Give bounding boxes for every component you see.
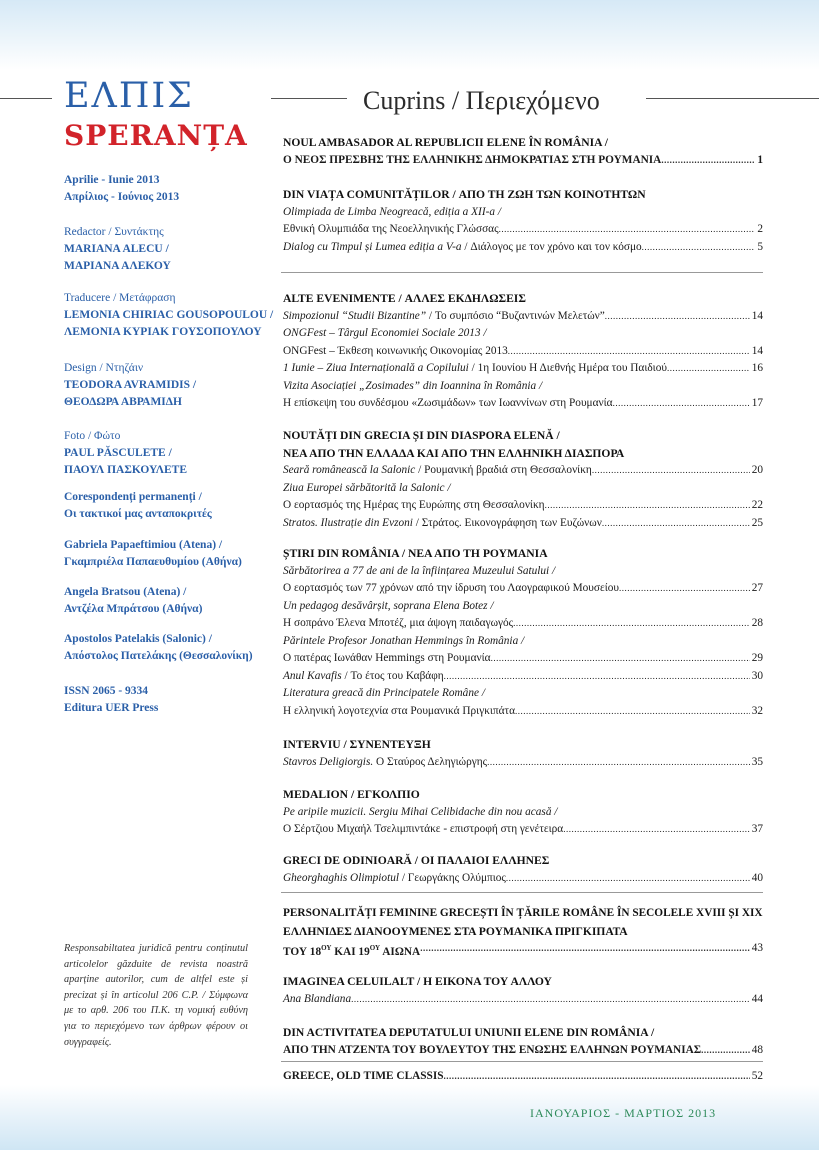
toc-entry[interactable] [283,360,763,378]
entry-title-ro: Gheorghaghis Olimpiotul [283,871,400,884]
publisher: Editura UER Press [64,702,159,714]
section-heading: NOUTĂȚI DIN GRECIA ȘI DIN DIASPORA ELENĂ / [283,429,560,442]
entry-title-gr: / Το συμπόσιο “Βυζαντινών Μελετών” [426,309,605,322]
section-divider [281,272,763,273]
entry-title: Ο εορτασμός των 77 χρόνων από την ίδρυση του Λαογραφικού Μουσείου [283,582,620,594]
page-number: 35 [751,755,763,768]
editor-gr: ΜΑΡΙΑΝΑ ΑΛΕΚΟΥ [64,260,171,272]
toc-section-8 [283,852,763,887]
section-divider [281,892,763,893]
page-number: 40 [751,871,763,884]
design-gr: ΘΕΟΔΩΡΑ ΑΒΡΑΜΙΔΗ [64,396,182,408]
toc-section-3 [283,290,763,413]
section-heading: IMAGINEA CELUILALT / Η ΕΙΚΟΝΑ ΤΟΥ ΑΛΛΟΥ [283,975,552,988]
page-title: Cuprins / Περιεχόμενο [363,86,600,115]
title-rule-right [646,98,819,99]
section-heading: ΝΕΑ ΑΠΟ ΤΗΝ ΕΛΛΑΔΑ ΚΑΙ ΑΠΟ ΤΗΝ ΕΛΛΗΝΙΚΗ ΔΙΑΣΠΟΡΑ [283,446,625,460]
entry-title: Ο πατέρας Ιωνάθαν Hemmings στη Ρουμανία [283,652,491,664]
corr3-ro: Apostolos Patelakis (Salonic) / [64,633,212,645]
page-number: 14 [751,309,763,322]
corr2-gr: Αντζέλα Μπράτσου (Αθήνα) [64,603,203,615]
page-number: 2 [757,223,763,235]
entry-title: ΑΠΟ ΤΗΝ ΑΤΖΕΝΤΑ ΤΟΥ ΒΟΥΛΕΥΤΟΥ ΤΗΣ ΕΝΩΣΗΣ ΕΛΛΗΝΩΝ ΡΟΥΜΑΝΙΑΣ [283,1043,702,1056]
design-role: Design / Ντηζάιν [64,362,144,374]
correspondent-3 [64,631,264,665]
top-gradient-band [0,0,819,70]
page-number: 29 [751,652,763,664]
toc-entry[interactable] [283,615,763,633]
corr-gr: Οι τακτικοί μας ανταποκριτές [64,508,212,520]
section-heading: INTERVIU / ΣΥΝΕΝΤΕΥΞΗ [283,738,431,751]
entry-title-ro: Dialog cu Timpul și Lumea ediția a V-a [283,240,462,253]
page-number: 17 [751,397,763,409]
logo-speranta: SPERANȚA [64,119,248,152]
entry-title-ro: Ziua Europei sărbătorită la Salonic / [283,481,451,494]
entry-title-ro: Stavros Deligiorgis. [283,755,374,768]
toc-entry[interactable] [283,650,763,668]
page-number: 43 [751,942,763,954]
toc-section-9 [283,905,763,961]
correspondents-block [64,489,264,523]
page-number: 14 [751,344,763,357]
entry-title-gr: / Το έτος του Καβάφη [341,669,444,682]
section-heading: GRECI DE ODINIOARĂ / ΟΙ ΠΑΛΑΙΟΙ ΕΛΛΗΝΕΣ [283,854,550,867]
toc-section-6 [283,736,763,771]
toc-section-12 [283,1068,763,1086]
toc-entry[interactable] [283,754,763,772]
title-part: ΑΙΩΝΑ [380,945,421,958]
issn: ISSN 2065 - 9334 [64,685,149,697]
section-heading: MEDALION / ΕΓΚΟΛΠΙΟ [283,788,420,801]
page-number: 22 [751,499,763,511]
entry-title-gr: Ο Σταύρος Δεληγιώργης [373,755,488,768]
entry-title-gr: / Διάλογος με τον χρόνο και τον κόσμο [461,240,642,253]
toc-entry[interactable] [283,239,763,257]
superscript: ΟΥ [369,944,381,952]
toc-entry[interactable] [283,1042,763,1060]
editor-ro: MARIANA ALECU / [64,243,169,255]
page-number: 48 [751,1043,763,1056]
page-number: 1 [757,153,763,166]
entry-title: ONGFest – Έκθεση κοινωνικής Οικονομίας 2013 [283,344,508,357]
entry-title: Ο Σέρτζιου Μιχαήλ Τσελιμπιντάκε - επιστροφή στη γενέτειρα [283,823,564,835]
entry-title-ro: Părintele Profesor Jonathan Hemmings în România / [283,634,525,647]
page-number: 32 [751,704,763,717]
section-heading: DIN VIAȚA COMUNITĂȚILOR / ΑΠΟ ΤΗ ΖΩΗ ΤΩΝ ΚΟΙΝΟΤΗΤΩΝ [283,188,646,201]
entry-title-ro: Seară românească la Salonic [283,464,416,476]
entry-title-ro: Un pedagog desăvârșit, soprana Elena Botez / [283,599,494,612]
entry-title: Η ελληνική λογοτεχνία στα Ρουμανικά Πριγκιπάτα [283,704,516,717]
toc-entry[interactable] [283,870,763,888]
correspondent-1 [64,537,264,571]
corr-ro: Corespondenți permanenți / [64,491,202,503]
translation-block [64,290,274,341]
issue-gr: Απρίλιος - Ιούνιος 2013 [64,191,180,203]
entry-title-ro: Literatura greacă din Principatele Române / [283,687,485,699]
entry-title-ro: Anul Kavafis [283,669,342,682]
toc-section-2 [283,186,763,256]
toc-entry[interactable] [283,308,763,326]
page-number: 25 [751,516,763,529]
corr3-gr: Απόστολος Πατελάκης (Θεσσαλονίκη) [64,650,253,662]
toc-entry[interactable] [283,1068,763,1086]
page-number: 52 [751,1070,763,1082]
section-heading: ȘTIRI DIN ROMÂNIA / ΝΕΑ ΑΠΟ ΤΗ ΡΟΥΜΑΝΙΑ [283,547,548,560]
translation-ro: LEMONIA CHIRIAC GOUSOPOULOU / [64,309,274,321]
toc-entry[interactable] [283,395,763,413]
toc-section-11 [283,1024,763,1059]
toc-entry[interactable] [283,221,763,239]
photo-gr: ΠΑΟΥΛ ΠΑΣΚΟΥΛΕΤΕ [64,464,188,476]
section-heading: PERSONALITĂȚI FEMININE GRECEȘTI ÎN ȚĂRILE ROMÂNE ÎN SECOLELE XVIII ȘI XIX [283,907,763,919]
toc-section-7 [283,786,763,839]
entry-title: Ο ΝΕΟΣ ΠΡΕΣΒΗΣ ΤΗΣ ΕΛΛΗΝΙΚΗΣ ΔΗΜΟΚΡΑΤΙΑΣ ΣΤΗ ΡΟΥΜΑΝΙΑ [283,153,662,166]
legal-notice: Responsabiltatea juridică pentru conținutul articolelor găzduite de revista noastră aparține autorilor, cum de altfel este și precizat și în articolul 206 C.P. / Σύμφωνα με το αρθ. 206 του Π.Κ. τη νομική ευθύνη για το περιεχόμενο των άρθρων φέρουν οι συγγραφείς. [64,943,248,1048]
toc-entry[interactable] [283,821,763,839]
section-heading: ALTE EVENIMENTE / ΑΛΛΕΣ ΕΚΔΗΛΩΣΕΙΣ [283,292,526,305]
toc-entry[interactable] [283,991,763,1009]
section-heading: DIN ACTIVITATEA DEPUTATULUI UNIUNII ELENE DIN ROMÂNIA / [283,1026,655,1039]
toc-entry[interactable] [283,462,763,480]
entry-title: GREECE, OLD TIME CLASSIS [283,1070,444,1082]
superscript: ΟΥ [321,944,332,952]
footer-issue: ΙΑΝΟΥΑΡΙΟΣ - ΜΑΡΤΙΟΣ 2013 [530,1106,717,1120]
toc-section-4 [283,427,763,532]
toc-entry[interactable] [283,703,763,721]
entry-title-ro: Simpozionul “Studii Bizantine” [283,309,427,322]
title-part: ΤΟΥ 18 [283,945,322,958]
entry-title: Εθνική Ολυμπιάδα της Νεοελληνικής Γλώσσας [283,223,499,235]
page-number: 30 [751,669,763,682]
corr2-ro: Angela Bratsou (Atena) / [64,586,187,598]
entry-title: Ο εορτασμός της Ημέρας της Ευρώπης στη Θεσσαλονίκη [283,499,545,511]
entry-title-gr: / 1η Ιουνίου Η Διεθνής Ημέρα του Παιδιού [468,362,667,374]
entry-title-ro: 1 Iunie – Ziua Internațională a Copilului [283,362,469,374]
translation-role: Traducere / Μετάφραση [64,292,176,304]
entry-title-ro: Vizita Asociației „Zosimades” din Ioannina în România / [283,379,543,392]
page-number: 28 [751,617,763,629]
photo-ro: PAUL PĂSCULETE / [64,447,172,459]
toc-section-5 [283,545,763,720]
entry-title-ro: Stratos. Ilustrație din Evzoni [283,516,413,529]
title-rule-left [0,98,52,99]
section-divider [281,1061,763,1062]
page-number: 20 [751,464,763,476]
entry-title-ro: Olimpiada de Limba Neogreacă, ediția a XII-a / [283,205,501,218]
toc-section-1 [283,134,763,169]
toc-entry[interactable] [283,515,763,533]
toc-entry[interactable] [283,497,763,515]
logo-elpis: ΕΛΠΙΣ [64,76,194,116]
toc-entry[interactable] [283,940,763,961]
toc-entry[interactable] [283,580,763,598]
entry-title-gr: / Στράτος. Εικονογράφηση των Ευζώνων [412,516,602,529]
corr1-gr: Γκαμπριέλα Παπαευθυμίου (Αθήνα) [64,556,242,568]
corr1-ro: Gabriela Papaeftimiou (Atena) / [64,539,223,551]
toc-section-10 [283,973,763,1008]
page-number: 16 [751,362,763,374]
entry-title: Η σοπράνο Έλενα Μποτέζ, μια άψογη παιδαγωγός [283,617,514,629]
toc-entry[interactable] [283,343,763,361]
issn-block [64,683,264,717]
entry-title-gr: / Ρουμανική βραδιά στη Θεσσαλονίκη [415,464,592,476]
toc-entry[interactable] [283,152,763,170]
title-part: ΚΑΙ 19 [331,945,370,958]
editor-block [64,224,264,275]
page-number: 5 [757,240,763,253]
photo-role: Foto / Φώτο [64,430,121,442]
photo-block [64,428,264,479]
toc-entry[interactable] [283,668,763,686]
title-rule-mid [271,98,347,99]
section-heading: ΕΛΛΗΝΙΔΕΣ ΔΙΑΝΟΟΥΜΕΝΕΣ ΣΤΑ ΡΟΥΜΑΝΙΚΑ ΠΡΙΓΚΙΠΑΤΑ [283,924,628,938]
entry-title-ro: Pe aripile muzicii. Sergiu Mihai Celibidache din nou acasă / [283,805,558,818]
translation-gr: ΛΕΜΟΝΙΑ ΚΥΡΙΑΚ ΓΟΥΣΟΠΟΥΛΟΥ [64,326,262,338]
masthead [64,172,264,206]
entry-title-gr: / Γεωργάκης Ολύμπιος [399,871,506,884]
entry-title-ro: ONGFest – Târgul Economiei Sociale 2013 / [283,327,487,339]
correspondent-2 [64,584,264,618]
page-number: 44 [751,992,763,1005]
page-number: 27 [751,582,763,594]
entry-title: Η επίσκεψη του συνδέσμου «Ζωσιμάδων» των Ιωαννίνων στη Ρουμανία [283,397,613,409]
entry-title-ro: Sărbătorirea a 77 de ani de la înființarea Muzeului Satului / [283,564,556,577]
issue-ro: Aprilie - Iunie 2013 [64,174,160,186]
design-block [64,360,264,411]
page-number: 37 [751,823,763,835]
entry-title: Ana Blandiana [283,992,352,1005]
section-heading: NOUL AMBASADOR AL REPUBLICII ELENE ÎN ROMÂNIA / [283,136,609,149]
editor-role: Redactor / Συντάκτης [64,226,164,238]
design-ro: TEODORA AVRAMIDIS / [64,379,197,391]
